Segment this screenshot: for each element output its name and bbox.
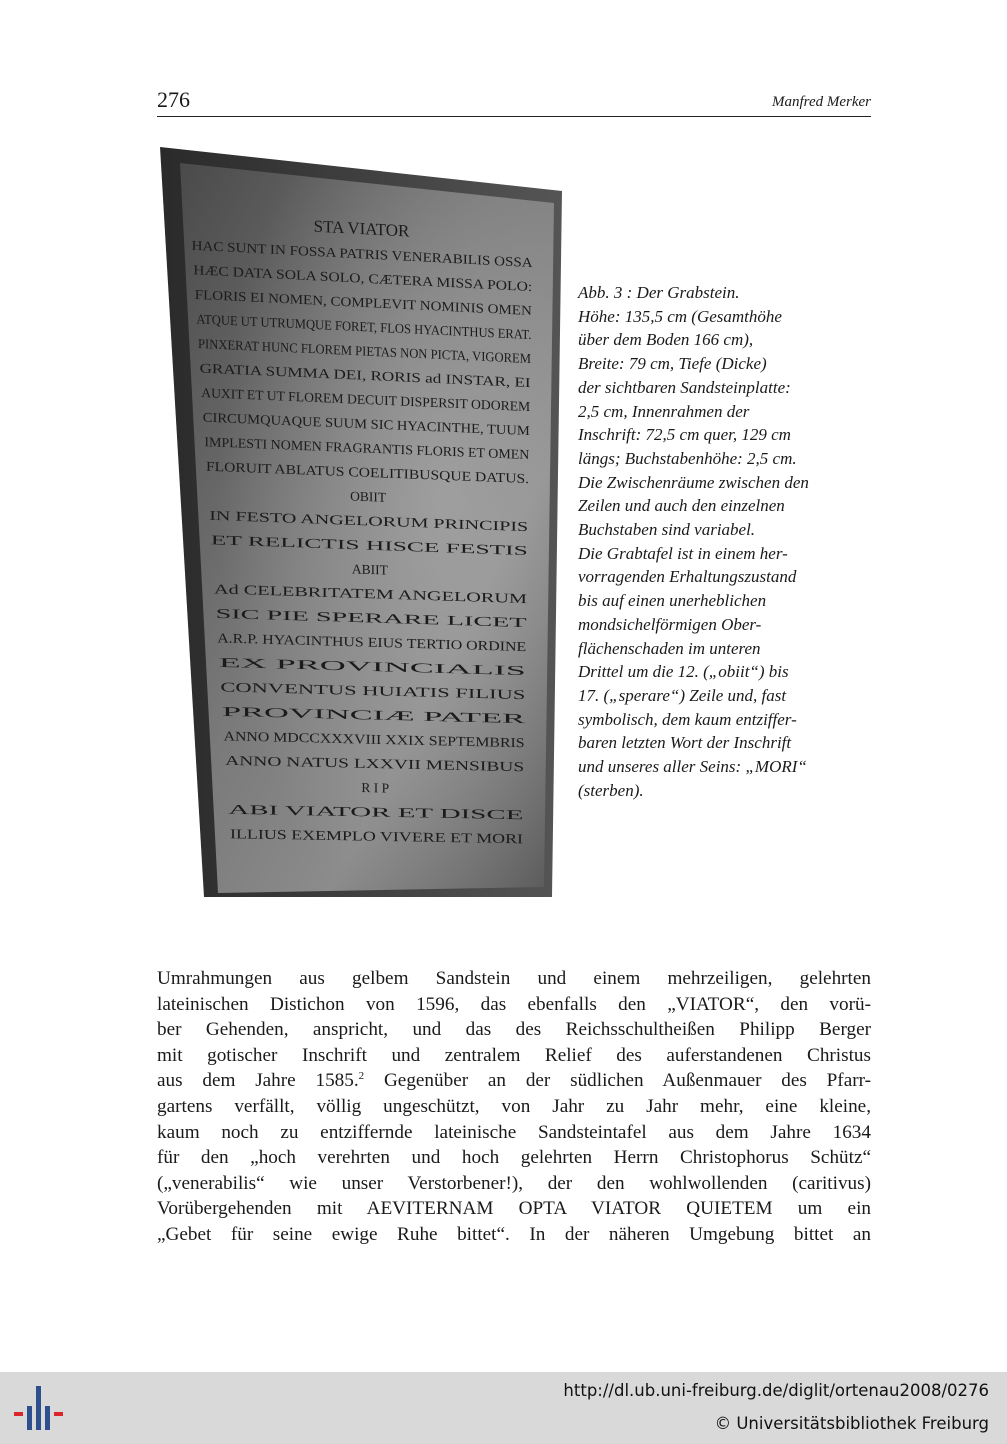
digital-library-link[interactable]: http://dl.ub.uni-freiburg.de/diglit/ortenau2008/0276	[563, 1381, 989, 1400]
copyright-notice: © Universitätsbibliothek Freiburg	[714, 1414, 989, 1433]
body-line: mit gotischer Inschrift und zentralem Relief des auferstandenen Christus	[157, 1044, 871, 1066]
inscription-line: R I P	[361, 780, 390, 796]
inscription-line: PINXERAT HUNC FLOREM PIETAS NON PICTA, VIGOREM	[198, 335, 555, 368]
caption-line: Die Zwischenräume zwischen den	[578, 472, 809, 492]
inscription-line: A.R.P. HYACINTHUS EIUS TERTIO ORDINE	[217, 630, 480, 653]
inscription-line: Ad CELEBRITATEM ANGELORUM	[214, 581, 423, 603]
body-line: kaum noch zu entziffernde lateinische Sandsteintafel aus dem Jahre 1634	[157, 1121, 871, 1143]
caption-line: Inschrift: 72,5 cm quer, 129 cm	[578, 425, 791, 445]
caption-line: symbolisch, dem kaum entziffer-	[578, 709, 797, 729]
body-line: gartens verfällt, völlig ungeschützt, von Jahr zu Jahr mehr, eine kleine,	[157, 1095, 871, 1117]
body-line: „Gebet für seine ewige Ruhe bittet“. In der näheren Umgebung bittet an	[157, 1223, 871, 1245]
caption-line: baren letzten Wort der Inschrift	[578, 733, 792, 753]
inscription-line: ET RELICTIS HISCE FESTIS	[210, 532, 379, 554]
caption-line: Höhe: 135,5 cm (Gesamthöhe	[578, 306, 782, 326]
running-header-author: Manfred Merker	[772, 94, 871, 110]
inscription-line: ANNO MDCCXXXVIII XXIX SEPTEMBRIS	[223, 728, 481, 750]
inscription-line: FLORUIT ABLATUS COELITIBUSQUE DATUS.	[206, 458, 487, 485]
inscription-line: CIRCUMQUAQUE SUUM SIC HYACINTHE, TUUM	[202, 409, 507, 438]
inscription-line: IN FESTO ANGELORUM PRINCIPIS	[209, 507, 424, 531]
caption-line: vorragenden Erhaltungszustand	[578, 567, 797, 587]
caption-line: Buchstaben sind variabel.	[578, 520, 756, 540]
body-line: Umrahmungen aus gelbem Sandstein und einem mehrzeiligen, gelehrten	[157, 968, 871, 989]
inscription-line: STA VIATOR	[313, 216, 410, 241]
body-line: ber Gehenden, anspricht, und das des Reichsschultheißen Philipp Berger	[157, 1019, 871, 1041]
caption-line: bis auf einen unerheblichen	[578, 591, 767, 611]
body-line: lateinischen Distichon von 1596, das ebenfalls den „VIATOR“, den vorü-	[157, 993, 871, 1015]
header-rule	[157, 116, 871, 117]
caption-line: Zeilen und auch den einzelnen	[578, 496, 785, 516]
ub-freiburg-logo-icon	[14, 1384, 64, 1434]
caption-line: (sterben).	[578, 780, 644, 800]
inscription-line: AUXIT ET UT FLOREM DECUIT DISPERSIT ODOREM	[201, 385, 527, 414]
body-paragraph	[157, 966, 871, 1248]
caption-line: mondsichelförmigen Ober-	[578, 614, 762, 634]
caption-line: über dem Boden 166 cm),	[578, 330, 754, 350]
body-text-segment: Gegenüber an der südlichen Außenmauer des Pfarr-	[364, 1070, 871, 1092]
inscription-line: CONVENTUS HUIATIS FILIUS	[220, 679, 404, 700]
inscription-line: ABIIT	[351, 561, 388, 578]
inscription-line: ILLIUS EXEMPLO VIVERE ET MORI	[230, 826, 451, 846]
body-line: für den „hoch verehrten und hoch gelehrten Herrn Christophorus Schütz“	[157, 1147, 871, 1169]
body-line: Vorübergehenden mit AEVITERNAM OPTA VIATOR QUIETEM um ein	[157, 1198, 871, 1220]
body-line	[157, 1068, 871, 1094]
body-line: („venerabilis“ wie unser Verstorbener!), der den wohlwollenden (caritivus)	[157, 1172, 871, 1194]
caption-line: der sichtbaren Sandsteinplatte:	[578, 377, 791, 397]
gravestone-photo	[160, 145, 562, 897]
figure-caption	[578, 281, 874, 802]
caption-line: und unseres aller Seins: „MORI“	[578, 757, 807, 777]
caption-line: Die Grabtafel ist in einem her-	[578, 543, 788, 563]
inscription-line: HAC SUNT IN FOSSA PATRIS VENERABILIS OSSA	[191, 237, 498, 269]
inscription-line: EX PROVINCIALIS	[218, 654, 334, 673]
inscription-line: IMPLESTI NOMEN FRAGRANTIS FLORIS ET OMEN	[204, 434, 519, 462]
inscription-line: ATQUE UT UTRUMQUE FORET, FLOS HYACINTHUS ERAT.	[196, 311, 556, 344]
inscription-line: SIC PIE SPERARE LICET	[215, 605, 365, 626]
caption-line: längs; Buchstabenhöhe: 2,5 cm.	[578, 448, 797, 468]
footnote-marker[interactable]: 2	[358, 1070, 365, 1083]
body-text-segment: aus dem Jahre 1585.	[157, 1070, 359, 1092]
caption-line: Drittel um die 12. („obiit“) bis	[578, 662, 789, 682]
caption-line: 17. („sperare“) Zeile und, fast	[578, 685, 787, 705]
caption-line: flächenschaden im unteren	[578, 638, 761, 658]
inscription-line: PROVINCIÆ PATER	[222, 703, 342, 722]
inscription-line: OBIIT	[350, 488, 387, 505]
page-number: 276	[157, 87, 190, 112]
caption-line: Abb. 3 : Der Grabstein.	[578, 283, 740, 302]
caption-line: 2,5 cm, Innenrahmen der	[578, 401, 750, 421]
inscription-line: ABI VIATOR ET DISCE	[228, 801, 367, 820]
inscription-line: GRATIA SUMMA DEI, RORIS ad INSTAR, EI	[199, 360, 461, 388]
inscription-line: FLORIS EI NOMEN, COMPLEVIT NOMINIS OMEN	[194, 286, 499, 317]
inscription-line: HÆC DATA SOLA SOLO, CÆTERA MISSA POLO:	[193, 262, 487, 292]
caption-line: Breite: 79 cm, Tiefe (Dicke)	[578, 354, 767, 374]
inscription-line: ANNO NATUS LXXVII MENSIBUS	[225, 752, 433, 773]
